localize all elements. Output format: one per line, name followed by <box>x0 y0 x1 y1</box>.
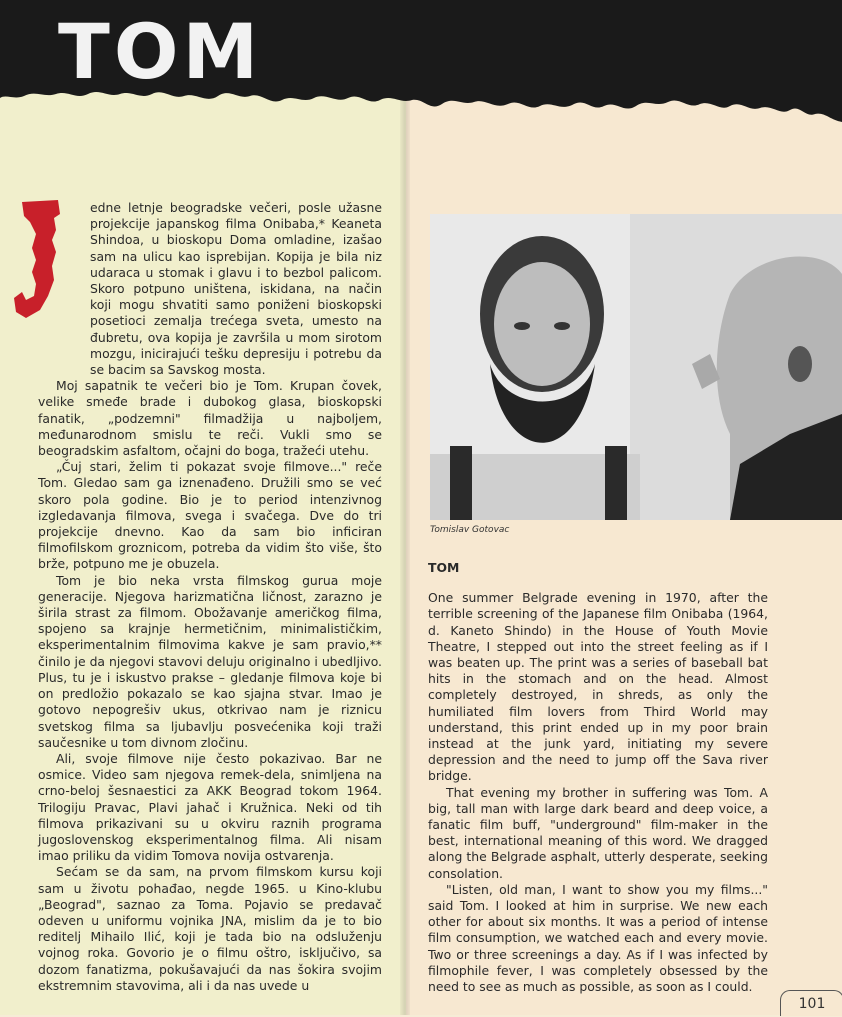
paragraph-2: Moj sapatnik te večeri bio je Tom. Krupan čovek, velike smeđe brade i dubokog glasa, bioskopski fanatik, „podzemni" filmadžija u najboljem, međunarodnom smislu te reči. Vukli smo se beogradskim asfaltom, očajni do boga, tražeći utehu. <box>38 378 382 459</box>
page-gutter <box>400 100 410 1015</box>
section-heading: TOM <box>428 560 460 575</box>
paragraph-4: Tom je bio neka vrsta filmskog gurua moje generacije. Njegova harizmatična ličnost, zarazno je širila strast za filmom. Obožavanje američkog filma, spojeno sa krajnje hermetičnim, minimalističkim, eksperimentalnim filmovima kakve je sam pravio,** činilo je da njegovi stavovi deluju originalno i ubedljivo. Plus, tu je i iskustvo prakse – gledanje filmova koje bi on predložio pokazalo se kao sjajna stvar. Imao je gotovo nepogrešiv ukus, otkrivao nam je riznicu svetskog filma sa ljubavlju posvećenika koji traži saučesnike u tom divnom zločinu. <box>38 572 382 750</box>
paragraph-5: Ali, svoje filmove nije često pokazivao. Bar ne osmice. Video sam njegova remek-dela, snimljena na crno-beloj šesnaestici za AKK Beograd tokom 1964. Trilogiju Pravac, Plavi jahač i Kružnica. Neki od tih filmova prikazivani su u okviru raznih programa jugoslovenskog eksperimentalnog filma. Ali nisam imao priliku da vidim Tomova novija ostvarenja. <box>38 750 382 864</box>
page-title: TOM <box>58 7 263 96</box>
portrait-photo <box>430 214 842 520</box>
paragraph-6: Sećam se da sam, na prvom filmskom kursu koji sam u životu pohađao, negde 1965. u Kino-klubu „Beograd", saznao za Toma. Pojavio se predavač odeven u uniformu vojnika JNA, mislim da je to bio reditelj Mihailo Ilić, koji je tada bio na odsluženju vojnog roka. Govorio je o filmu oštro, isključivo, sa dozom fanatizma, pokušavajući da nas šokira svojim ekstremnim stavovima, ali i da nas uvede u <box>38 864 382 993</box>
paragraph-en-3: "Listen, old man, I want to show you my films..." said Tom. I looked at him in surprise. We new each other for about six months. It was a period of intense film consumption, we watched each and every movie. Two or three screenings a day. As if I was infected by filmophile fever, I was completely obsessed by the need to see as much as possible, as soon as I could. <box>428 881 768 995</box>
photo-caption: Tomislav Gotovac <box>430 525 510 535</box>
english-article-column <box>428 560 768 995</box>
paragraph-1: edne letnje beogradske večeri, posle užasne projekcije japanskog filma Onibaba,* Keaneta Shindoa, u bioskopu Doma omladine, izašao sam na ulicu kao isprebijan. Kopija je bila niz udaraca u stomak i glavu i to bezbol palicom. Skoro potpuno uništena, iskidana, na način koji mogu shvatiti samo poniženi bioskopski posetioci zemalja trećega sveta, umesto na đubretu, ova kopija je završila u mom sirotom mozgu, inicirajući tešku depresiju i potrebu da se bacim sa Savskog mosta. <box>90 200 382 378</box>
paragraph-en-1: One summer Belgrade evening in 1970, after the terrible screening of the Japanese film Onibaba (1964, d. Kaneto Shindo) in the House of Youth Movie Theatre, I stepped out into the street feeling as if I was beaten up. The print was a series of baseball bat hits in the stomach and on the head. Almost completely destroyed, in shreds, as only the humiliated film lovers from Third World may understand, this print ended up in my poor brain instead at the junk yard, initiating my severe depression and the need to jump off the Sava river bridge. <box>428 590 768 784</box>
mugshot-image <box>430 214 842 520</box>
paragraph-en-2: That evening my brother in suffering was Tom. A big, tall man with large dark beard and deep voice, a fanatic film buff, "underground" film-maker in the best, international meaning of this word. We dragged along the Belgrade asphalt, utterly desperate, seeking consolation. <box>428 784 768 881</box>
serbian-article-column <box>38 200 382 994</box>
page-number: 101 <box>780 990 842 1016</box>
header-banner <box>0 0 842 150</box>
paragraph-3: „Čuj stari, želim ti pokazat svoje filmove..." reče Tom. Gledao sam ga iznenađeno. Družili smo se već skoro pola godine. Bio je to period intenzivnog izgledavanja filmova, svega i svačega. Dve do tri projekcije dnevno. Kao da sam bio inficiran filmofilskom groznicom, potreba da vidim što više, što brže, potpuno me je obuzela. <box>38 459 382 572</box>
